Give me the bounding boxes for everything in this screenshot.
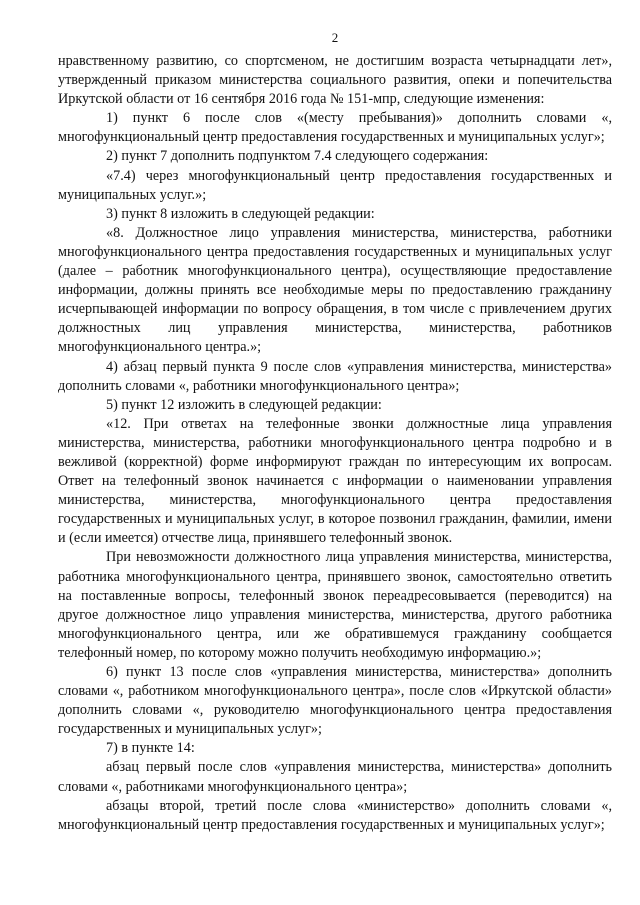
paragraph: абзацы второй, третий после слова «министерство» дополнить словами «, многофункциональный центр предоставления государственных и муниципальных услуг»; xyxy=(58,797,612,833)
paragraph: абзац первый после слов «управления министерства, министерства» дополнить словами «, работниками многофункционального центра»; xyxy=(58,759,612,795)
paragraph: 1) пункт 6 после слов «(месту пребывания)» дополнить словами «, многофункциональный центр предоставления государственных и муниципальных услуг»; xyxy=(58,110,612,146)
paragraph: «12. При ответах на телефонные звонки должностные лица управления министерства, министерства, работники многофункционального центра подробно и в вежливой (корректной) форме информируют граждан по интересующим их вопросам. Ответ на телефонный звонок начинается с информации о наименовании управления министерства, министерства, многофункционального центра предоставления государственных и муниципальных услуг, в которое позвонил гражданин, фамилии, имени и (если имеется) отчестве лица, принявшего телефонный звонок. xyxy=(58,415,612,547)
paragraph: 7) в пункте 14: xyxy=(106,740,195,757)
paragraph: 5) пункт 12 изложить в следующей редакции: xyxy=(106,396,382,413)
paragraph: нравственному развитию, со спортсменом, не достигшим возраста четырнадцати лет», утвержденный приказом министерства социального развития, опеки и попечительства Иркутской области от 16 сентября 2016 года № 151-мпр, следующие изменения: xyxy=(58,53,612,108)
paragraph: При невозможности должностного лица управления министерства, министерства, работника многофункционального центра, принявшего звонок, самостоятельно ответить на поставленные вопросы, телефонный звонок переадресовывается (переводится) на другое должностное лицо управления министерства, министерства, другого работника многофункционального центра, или же обратившемуся гражданину сообщается телефонный номер, по которому можно получить необходимую информацию.»; xyxy=(58,549,612,661)
paragraph: «7.4) через многофункциональный центр предоставления государственных и муниципальных услуг.»; xyxy=(58,167,612,203)
page-number: 2 xyxy=(331,30,339,45)
paragraph: 3) пункт 8 изложить в следующей редакции: xyxy=(106,205,375,222)
paragraph: 4) абзац первый пункта 9 после слов «управления министерства, министерства» дополнить словами «, работники многофункционального центра»; xyxy=(58,358,612,394)
paragraph: «8. Должностное лицо управления министерства, министерства, работники многофункционального центра предоставления государственных и муниципальных услуг (далее – работник многофункционального центра), осуществляющие предоставление информации, должны принять все необходимые меры по предоставлению гражданину исчерпывающей информации по вопросу обращения, в том числе с привлечением других должностных лиц управления министерства, министерства, работников многофункционального центра.»; xyxy=(58,224,612,356)
paragraph: 6) пункт 13 после слов «управления министерства, министерства» дополнить словами «, работником многофункционального центра», после слов «Иркутской области» дополнить словами «, руководителю многофункционального центра предоставления государственных и муниципальных услуг»; xyxy=(58,664,612,738)
paragraph: 2) пункт 7 дополнить подпунктом 7.4 следующего содержания: xyxy=(106,148,489,165)
